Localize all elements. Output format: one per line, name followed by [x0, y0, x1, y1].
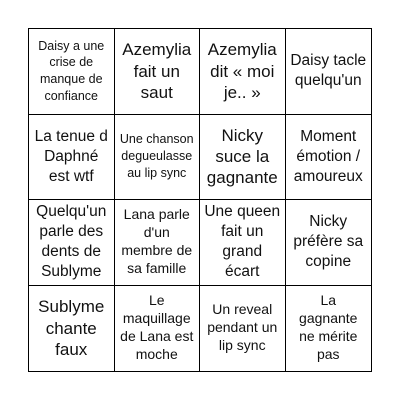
bingo-cell[interactable]: [29, 115, 115, 201]
bingo-cell[interactable]: [200, 115, 286, 201]
bingo-cell[interactable]: [200, 286, 286, 372]
bingo-cell-text: Sublyme chante faux: [38, 297, 105, 359]
bingo-cell-text: La gagnante ne mérite pas: [299, 292, 358, 363]
bingo-cell-text: Daisy a une crise de manque de confiance: [38, 38, 105, 104]
bingo-cell[interactable]: [286, 29, 372, 115]
bingo-cell[interactable]: [200, 200, 286, 286]
bingo-cell[interactable]: [286, 200, 372, 286]
bingo-cell-text: Quelqu'un parle des dents de Sublyme: [36, 202, 107, 281]
bingo-cell-text: Une chanson degueulasse au lip sync: [119, 132, 194, 181]
bingo-cell-text: Lana parle d'un membre de sa famille: [121, 206, 193, 277]
bingo-cell[interactable]: [115, 286, 201, 372]
bingo-cell[interactable]: [115, 115, 201, 201]
bingo-cell-text: La tenue d Daphné est wtf: [34, 127, 108, 185]
bingo-cell-text: Un reveal pendant un lip sync: [207, 301, 278, 354]
bingo-grid: [28, 28, 372, 372]
bingo-cell[interactable]: [115, 29, 201, 115]
bingo-cell[interactable]: [286, 115, 372, 201]
bingo-cell[interactable]: [29, 286, 115, 372]
bingo-cell[interactable]: [115, 200, 201, 286]
bingo-cell[interactable]: [29, 200, 115, 286]
bingo-cell-text: Azemylia dit « moi je.. »: [207, 40, 277, 102]
bingo-cell-text: Azemylia fait un saut: [122, 40, 192, 102]
bingo-cell-text: Nicky suce la gagnante: [206, 125, 278, 188]
bingo-cell-text: Une queen fait un grand écart: [204, 202, 281, 281]
bingo-cell-text: Daisy tacle quelqu'un: [290, 52, 367, 90]
bingo-cell-text: Moment émotion / amoureux: [293, 127, 363, 185]
bingo-cell-text: Le maquillage de Lana est moche: [120, 292, 194, 363]
bingo-cell[interactable]: [29, 29, 115, 115]
bingo-cell[interactable]: [200, 29, 286, 115]
bingo-cell-text: Nicky préfère sa copine: [293, 213, 364, 271]
bingo-cell[interactable]: [286, 286, 372, 372]
